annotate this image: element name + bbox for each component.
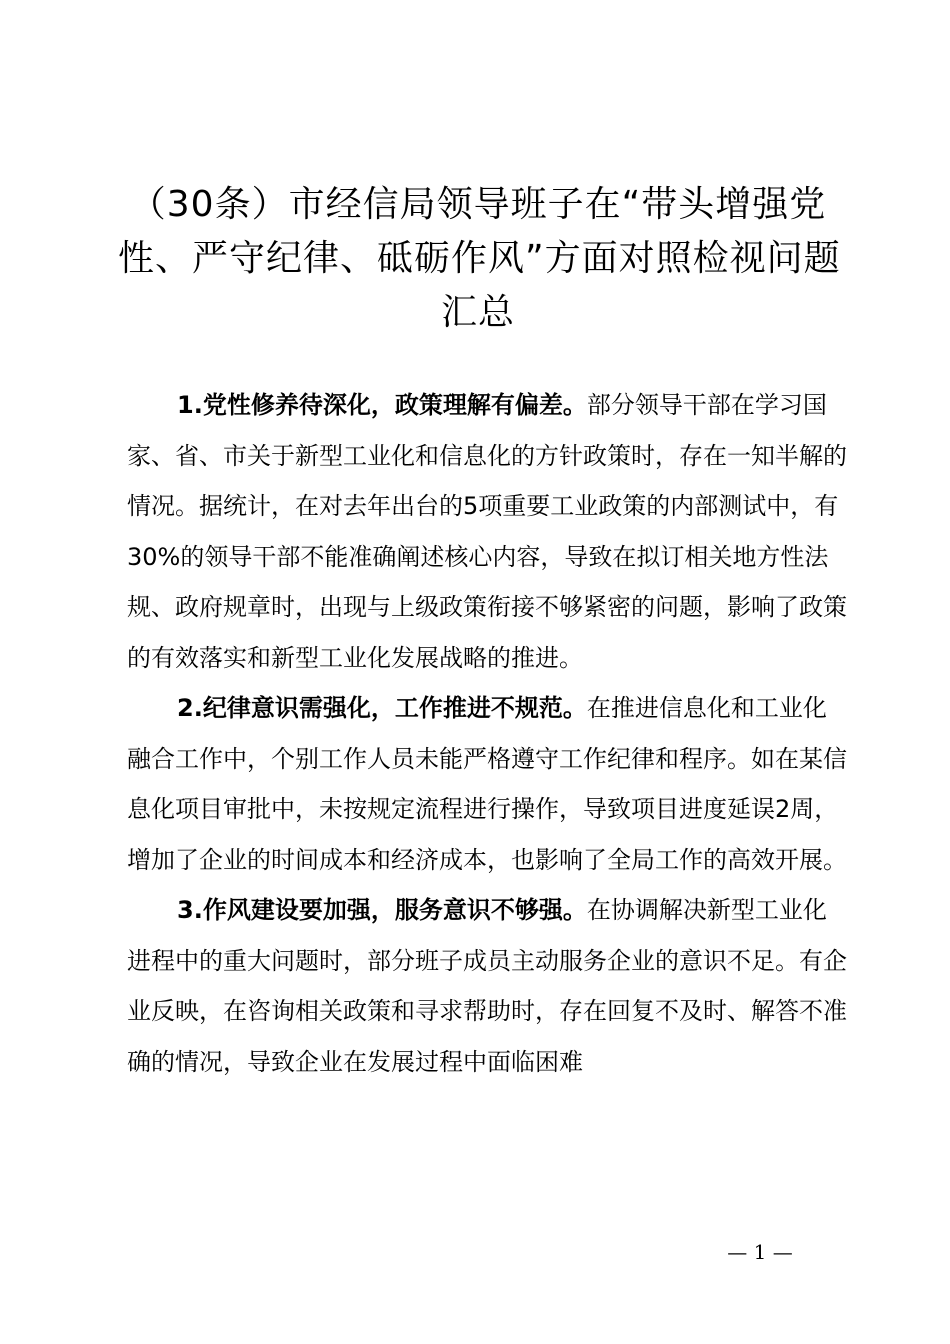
paragraph-heading: 1.党性修养待深化，政策理解有偏差。 [177, 391, 587, 419]
paragraph-text: 部分领导干部在学习国家、省、市关于新型工业化和信息化的方针政策时，存在一知半解的情况。据统计，在对去年出台的5项重要工业政策的内部测试中，有30%的领导干部不能准确阐述核心内容，导致在拟订相关地方性法规、政府规章时，出现与上级政策衔接不够紧密的问题，影响了政策的有效落实和新型工业化发展战略的推进。 [127, 391, 847, 672]
paragraph-3 [127, 885, 847, 1087]
title-line: 性、严守纪律、砥砺作风”方面对照检视问题 [118, 238, 841, 279]
paragraph-text: 在推进信息化和工业化融合工作中，个别工作人员未能严格遵守工作纪律和程序。如在某信息化项目审批中，未按规定流程进行操作，导致项目进度延误2周，增加了企业的时间成本和经济成本，也影响了全局工作的高效开展。 [127, 694, 847, 874]
paragraph-text: 在协调解决新型工业化进程中的重大问题时，部分班子成员主动服务企业的意识不足。有企业反映，在咨询相关政策和寻求帮助时，存在回复不及时、解答不准确的情况，导致企业在发展过程中面临困难 [127, 896, 847, 1076]
page-number: — 1 — [727, 1240, 793, 1264]
title-line: 汇总 [440, 292, 515, 333]
document-title [118, 178, 841, 340]
paragraph-heading: 2.纪律意识需强化，工作推进不规范。 [177, 694, 587, 722]
document-body [127, 380, 847, 1087]
paragraph-heading: 3.作风建设要加强，服务意识不够强。 [177, 896, 587, 924]
paragraph-2 [127, 683, 847, 885]
title-line: （30条）市经信局领导班子在“带头增强党 [129, 184, 827, 225]
paragraph-1 [127, 380, 847, 683]
